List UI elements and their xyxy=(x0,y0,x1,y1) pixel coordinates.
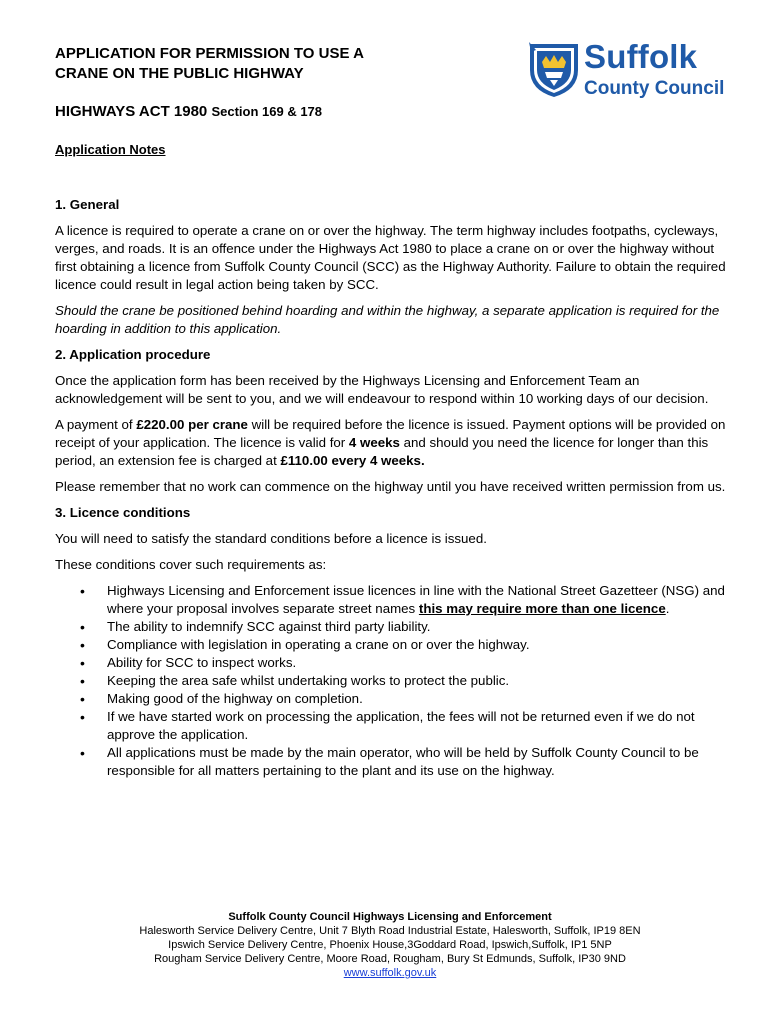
website-link[interactable]: www.suffolk.gov.uk xyxy=(343,967,437,979)
section-3-heading: 3. Licence conditions xyxy=(55,505,191,520)
section-3-paragraph-1: You will need to satisfy the standard conditions before a licence is issued. xyxy=(55,531,487,546)
list-item: • Ability for SCC to inspect works. xyxy=(107,654,735,672)
payment-text-e: and should you need the licence for longer than this period, an extension fee is charged at xyxy=(55,435,709,468)
section-1-paragraph-1: A licence is required to operate a crane on or over the highway. The term highway includes footpaths, cycleways, verges, and roads. It is an offence under the Highways Act 1980 to place a crane on or over the highway without first obtaining a licence from Suffolk County Council (SCC) as the Highway Authority. Failure to obtain the required licence could result in legal action being taken by SCC. xyxy=(55,223,726,292)
section-2-paragraph-3: Please remember that no work can commence on the highway until you have received written permission from us. xyxy=(55,479,726,494)
nsg-text: Highways Licensing and Enforcement issue licences in line with the National Street Gazetteer (NSG) and where your proposal involves separate street names xyxy=(107,583,725,616)
list-item: • If we have started work on processing the application, the fees will not be returned even if we do not approve the application. xyxy=(107,708,735,744)
list-item: • All applications must be made by the main operator, who will be held by Suffolk County Council to be responsible for all matters pertaining to the plant and its use on the highway. xyxy=(107,744,735,780)
payment-text-a: A payment of xyxy=(55,417,137,432)
document-body xyxy=(55,196,735,780)
title-line-2: CRANE ON THE PUBLIC HIGHWAY xyxy=(55,65,304,82)
title-line-1: APPLICATION FOR PERMISSION TO USE A xyxy=(55,45,364,62)
footer-title: Suffolk County Council Highways Licensing and Enforcement xyxy=(228,911,552,923)
section-2-heading: 2. Application procedure xyxy=(55,347,211,362)
logo-council: County Council xyxy=(584,78,725,99)
act-reference xyxy=(55,103,322,120)
section-2-paragraph-1: Once the application form has been received by the Highways Licensing and Enforcement Team an acknowledgement will be sent to you, and we will endeavour to respond within 10 working days of our decision. xyxy=(55,373,709,406)
licence-duration: 4 weeks xyxy=(348,435,400,450)
section-2-paragraph-2 xyxy=(55,416,735,470)
footer-address-3: Rougham Service Delivery Centre, Moore Road, Rougham, Bury St Edmunds, Suffolk, IP30 9ND xyxy=(154,953,626,965)
list-item: • The ability to indemnify SCC against third party liability. xyxy=(107,618,735,636)
act-name: HIGHWAYS ACT 1980 xyxy=(55,103,208,120)
list-item: • Compliance with legislation in operating a crane on or over the highway. xyxy=(107,636,735,654)
list-item xyxy=(107,582,735,618)
section-3-paragraph-2: These conditions cover such requirements as: xyxy=(55,557,327,572)
act-section: Section 169 & 178 xyxy=(211,104,323,119)
section-1-heading: 1. General xyxy=(55,197,120,212)
footer-address-1: Halesworth Service Delivery Centre, Unit 7 Blyth Road Industrial Estate, Halesworth, Suffolk, IP19 8EN xyxy=(139,925,641,937)
suffolk-logo xyxy=(528,40,743,102)
conditions-list xyxy=(55,582,735,780)
list-item: • Keeping the area safe whilst undertaking works to protect the public. xyxy=(107,672,735,690)
extension-fee: £110.00 every 4 weeks. xyxy=(280,453,425,468)
nsg-period: . xyxy=(665,601,670,616)
list-item: • Making good of the highway on completion. xyxy=(107,690,735,708)
logo-name: Suffolk xyxy=(584,38,698,75)
footer-address-2: Ipswich Service Delivery Centre, Phoenix House,3Goddard Road, Ipswich,Suffolk, IP1 5NP xyxy=(168,939,612,951)
page-footer xyxy=(0,910,770,980)
payment-amount: £220.00 per crane xyxy=(136,417,248,432)
document-title xyxy=(55,44,475,84)
section-1-paragraph-2: Should the crane be positioned behind hoarding and within the highway, a separate application is required for the hoarding in addition to this application. xyxy=(55,303,720,336)
application-notes-heading: Application Notes xyxy=(55,142,166,157)
multiple-licence-note: this may require more than one licence xyxy=(418,601,666,616)
crest-icon xyxy=(528,40,580,98)
payment-text-c: will be required before the licence is issued. Payment options will be provided on receipt of your application. The licence is valid for xyxy=(55,417,726,450)
